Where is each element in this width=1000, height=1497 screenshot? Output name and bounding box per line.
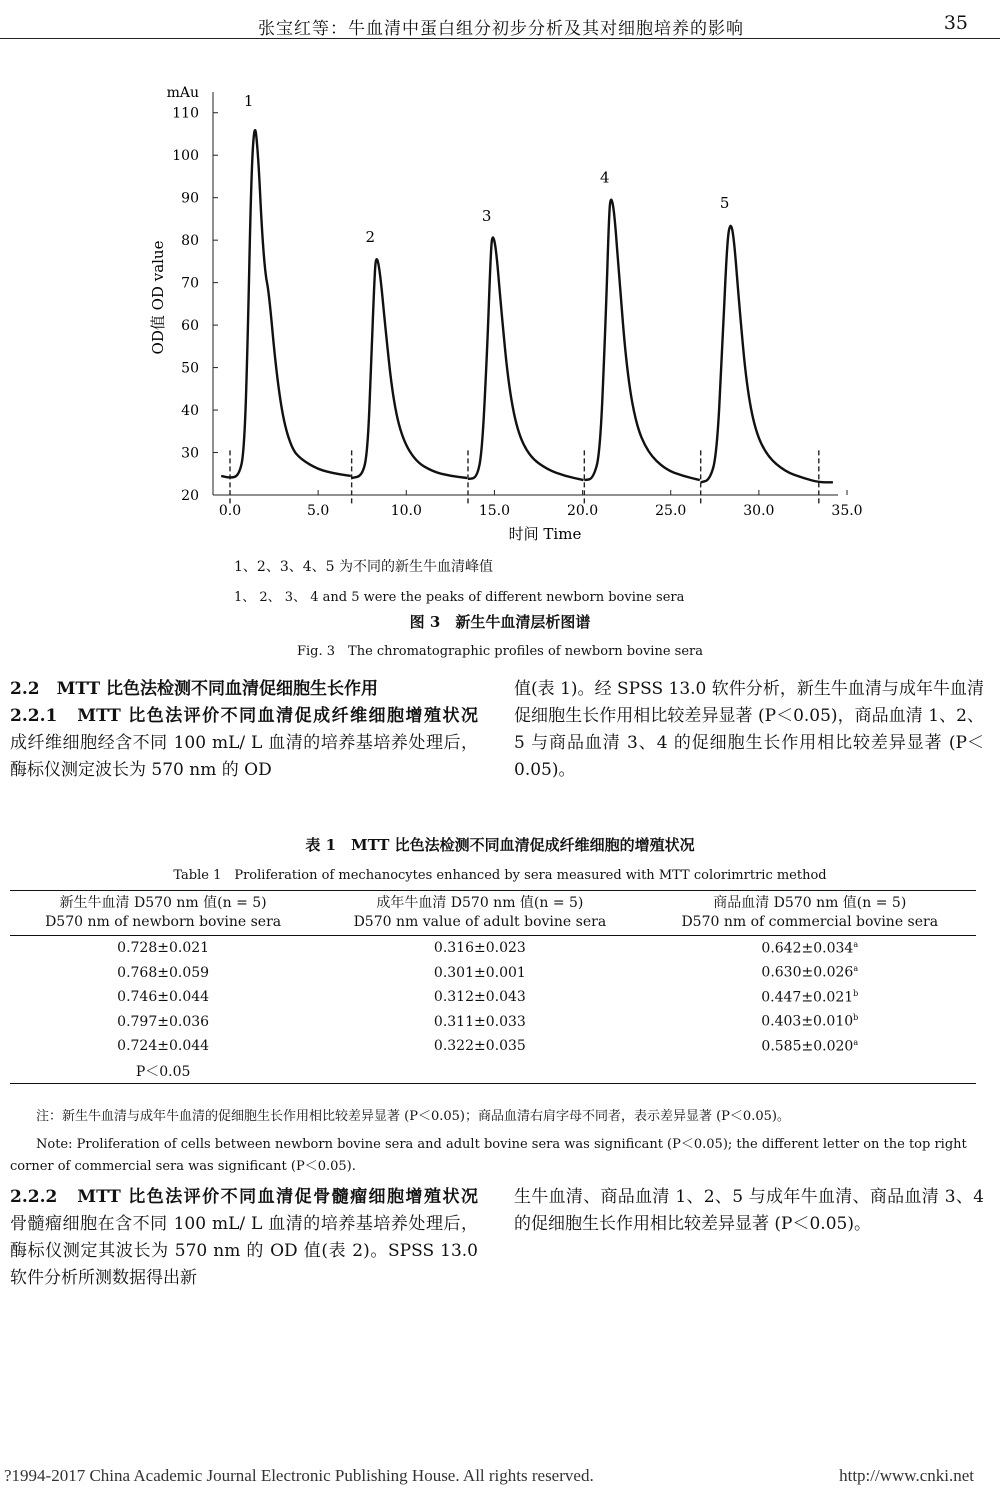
cell-commercial: 0.403±0.010$^b$ <box>761 1013 859 1031</box>
y-tick-label: 100 <box>172 148 199 165</box>
peak-label: 5 <box>719 194 730 213</box>
footer-url: http://www.cnki.net <box>839 1466 974 1485</box>
series-line-2 <box>352 259 468 478</box>
cell-adult: 0.322±0.035 <box>433 1038 526 1055</box>
section-2-2-right <box>514 676 984 784</box>
header-en: D570 nm of newborn bovine sera <box>45 914 282 930</box>
subsection-heading: 2.2.2 MTT 比色法评价不同血清促骨髓瘤细胞增殖状况 <box>10 1187 478 1207</box>
table-row <box>10 961 976 986</box>
header-cn: 新生牛血清 D570 nm 值(n = 5) <box>59 895 267 911</box>
table-row <box>10 985 976 1010</box>
figure-note-en: 1、 2、 3、 4 and 5 were the peaks of different newborn bovine sera <box>234 590 685 605</box>
series-line-4 <box>584 200 700 480</box>
cell-newborn: 0.724±0.044 <box>117 1038 210 1055</box>
section-2-2-left <box>10 676 478 784</box>
chromatogram-chart <box>0 40 1000 550</box>
y-tick-label: 90 <box>181 190 199 207</box>
peak-label: 1 <box>243 92 254 111</box>
cell-adult: 0.312±0.043 <box>433 989 526 1006</box>
cell-pvalue: P＜0.05 <box>135 1063 191 1080</box>
y-tick-label: 40 <box>181 403 199 420</box>
header-en: D570 nm of commercial bovine sera <box>681 914 939 930</box>
section-2-2-2-right <box>514 1184 984 1238</box>
x-tick-label: 30.0 <box>743 503 775 519</box>
cell-adult: 0.316±0.023 <box>433 940 526 957</box>
y-tick-label: 50 <box>181 360 199 377</box>
y-tick-label: 60 <box>181 318 199 335</box>
table-note-cn: 注：新生牛血清与成年牛血清的促细胞生长作用相比较差异显著 (P＜0.05)；商品血清右肩字母不同者，表示差异显著 (P＜0.05)。 <box>36 1109 790 1124</box>
paragraph-text: 生牛血清、商品血清 1、2、5 与成年牛血清、商品血清 3、4 的促细胞生长作用相比较差异显著 (P＜0.05)。 <box>514 1187 984 1234</box>
paragraph-text: 值(表 1)。经 SPSS 13.0 软件分析，新生牛血清与成年牛血清促细胞生长作用相比较差异显著 (P＜0.05)，商品血清 1、2、5 与商品血清 3、4 的促细胞生长作用相比较差异显著 (P＜0.05)。 <box>514 679 984 780</box>
figure-note-cn: 1、2、3、4、5 为不同的新生牛血清峰值 <box>234 559 493 575</box>
x-tick-label: 20.0 <box>566 503 599 519</box>
series-line-1 <box>221 130 351 477</box>
header-en: D570 nm value of adult bovine sera <box>353 914 607 930</box>
y-tick-label: 20 <box>181 488 199 504</box>
x-tick-label: 35.0 <box>831 503 863 519</box>
x-axis-title: 时间 Time <box>508 525 582 543</box>
peak-label: 2 <box>365 228 376 247</box>
header-cn: 成年牛血清 D570 nm 值(n = 5) <box>376 895 584 911</box>
x-tick-label: 0.0 <box>218 503 242 519</box>
cell-newborn: 0.768±0.059 <box>117 964 210 981</box>
table-row-pvalue <box>10 1059 976 1084</box>
paragraph-text: 成纤维细胞经含不同 100 mL/ L 血清的培养基培养处理后，酶标仪测定波长为 570 nm 的 OD <box>10 733 478 780</box>
cell-newborn: 0.797±0.036 <box>117 1013 210 1030</box>
cell-adult: 0.311±0.033 <box>433 1013 526 1030</box>
table-1 <box>10 890 976 1084</box>
y-tick-label: 110 <box>172 105 199 122</box>
table-note-en: Note: Proliferation of cells between newborn bovine sera and adult bovine sera was significant (P＜0.05); the different letter on the top right corner of commercial sera was significant (P＜0.05). <box>10 1137 967 1174</box>
peak-label: 4 <box>600 168 610 187</box>
y-tick-label: 70 <box>181 275 199 292</box>
section-2-2-2-left <box>10 1184 478 1292</box>
x-tick-label: 25.0 <box>655 503 687 519</box>
table-header-newborn <box>10 891 316 936</box>
figure-caption-cn: 图 3 新生牛血清层析图谱 <box>409 613 591 631</box>
table-caption-cn: 表 1 MTT 比色法检测不同血清促成纤维细胞的增殖状况 <box>305 836 695 854</box>
series-line-5 <box>701 226 833 483</box>
table-row <box>10 1034 976 1059</box>
cell-commercial: 0.642±0.034$^a$ <box>761 939 859 957</box>
header-cn: 商品血清 D570 nm 值(n = 5) <box>713 895 907 911</box>
cell-commercial: 0.447±0.021$^b$ <box>761 988 859 1006</box>
figure-caption-en: Fig. 3 The chromatographic profiles of newborn bovine sera <box>297 644 703 659</box>
y-tick-label: 30 <box>181 445 199 462</box>
x-tick-label: 10.0 <box>390 503 422 519</box>
cell-commercial: 0.630±0.026$^a$ <box>761 964 859 982</box>
copyright-text: ?1994-2017 China Academic Journal Electronic Publishing House. All rights reserved. <box>4 1466 594 1485</box>
running-title: 张宝红等：牛血清中蛋白组分初步分析及其对细胞培养的影响 <box>258 19 744 39</box>
y-axis-title: OD值 OD value <box>149 240 167 355</box>
subsection-heading: 2.2.1 MTT 比色法评价不同血清促成纤维细胞增殖状况 <box>10 706 478 726</box>
paragraph-text: 骨髓瘤细胞在含不同 100 mL/ L 血清的培养基培养处理后，酶标仪测定其波长为 570 nm 的 OD 值(表 2)。SPSS 13.0 软件分析所测数据得出新 <box>10 1214 478 1288</box>
x-tick-label: 15.0 <box>478 503 511 519</box>
running-header <box>0 8 1000 39</box>
x-tick-label: 5.0 <box>307 503 330 519</box>
y-unit-label: mAu <box>166 85 199 101</box>
series-line-3 <box>468 238 584 481</box>
cell-newborn: 0.746±0.044 <box>117 989 210 1006</box>
cell-adult: 0.301±0.001 <box>433 964 526 981</box>
table-caption-en: Table 1 Proliferation of mechanocytes enhanced by sera measured with MTT colorimrtric method <box>173 868 827 883</box>
cell-newborn: 0.728±0.021 <box>117 940 210 957</box>
table-header-commercial <box>644 891 976 936</box>
page-number: 35 <box>943 12 968 34</box>
table-header-adult <box>316 891 643 936</box>
y-tick-label: 80 <box>181 233 199 250</box>
section-heading: 2.2 MTT 比色法检测不同血清促细胞生长作用 <box>10 679 379 699</box>
table-row <box>10 1010 976 1035</box>
cell-commercial: 0.585±0.020$^a$ <box>761 1037 859 1055</box>
peak-label: 3 <box>481 206 492 225</box>
table-row <box>10 936 976 961</box>
